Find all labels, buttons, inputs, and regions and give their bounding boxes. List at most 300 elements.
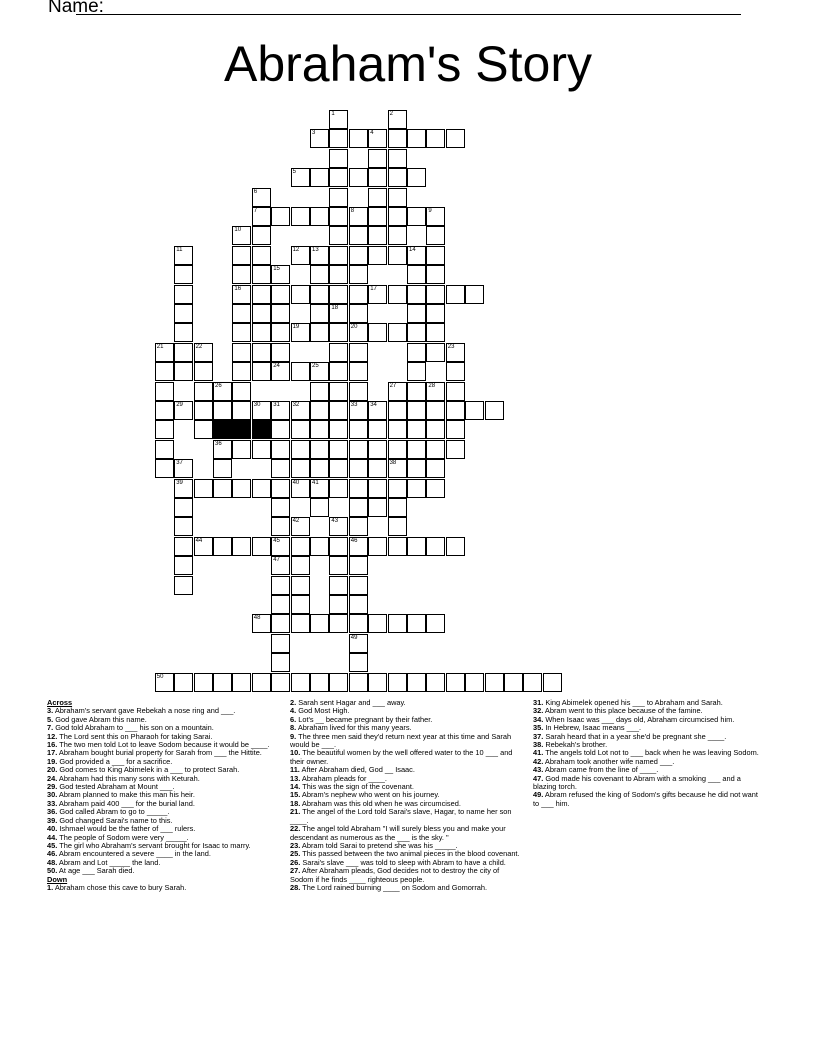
grid-cell[interactable] [349,362,368,381]
grid-cell[interactable] [349,653,368,672]
grid-cell[interactable] [388,420,407,439]
grid-cell[interactable] [388,110,407,129]
grid-cell[interactable] [368,479,387,498]
grid-cell[interactable] [329,129,348,148]
grid-cell[interactable] [271,634,290,653]
grid-cell[interactable] [174,246,193,265]
grid-cell[interactable] [329,149,348,168]
grid-cell[interactable] [407,382,426,401]
grid-cell[interactable] [349,207,368,226]
grid-cell[interactable] [349,246,368,265]
grid-cell[interactable] [407,362,426,381]
grid-cell[interactable] [329,323,348,342]
grid-cell[interactable] [329,614,348,633]
grid-cell[interactable] [426,265,445,284]
grid-cell[interactable] [271,479,290,498]
grid-cell[interactable] [368,207,387,226]
grid-cell[interactable] [174,576,193,595]
grid-cell[interactable] [368,168,387,187]
grid-cell[interactable] [523,673,542,692]
grid-cell[interactable] [329,459,348,478]
grid-cell[interactable] [310,420,329,439]
clue-number: 29 [176,402,183,408]
grid-cell[interactable] [271,653,290,672]
grid-cell[interactable] [349,323,368,342]
grid-cell[interactable] [310,207,329,226]
grid-cell[interactable] [291,362,310,381]
grid-cell[interactable] [388,673,407,692]
grid-cell[interactable] [232,226,251,245]
grid-cell[interactable] [329,246,348,265]
grid-cell[interactable] [310,168,329,187]
grid-cell[interactable] [271,576,290,595]
grid-cell[interactable] [388,246,407,265]
grid-cell[interactable] [407,401,426,420]
grid-cell[interactable] [388,149,407,168]
grid-cell[interactable] [310,537,329,556]
grid-cell[interactable] [426,129,445,148]
grid-cell[interactable] [174,498,193,517]
grid-cell[interactable] [194,479,213,498]
grid-cell[interactable] [388,537,407,556]
grid-cell[interactable] [232,343,251,362]
grid-cell[interactable] [252,226,271,245]
grid-cell[interactable] [349,517,368,536]
grid-cell[interactable] [368,246,387,265]
grid-cell[interactable] [368,401,387,420]
grid-cell[interactable] [368,614,387,633]
grid-cell[interactable] [349,556,368,575]
grid-cell[interactable] [407,129,426,148]
grid-cell[interactable] [310,129,329,148]
grid-cell[interactable] [407,343,426,362]
grid-cell[interactable] [329,576,348,595]
grid-cell[interactable] [310,285,329,304]
grid-cell[interactable] [368,149,387,168]
grid-cell[interactable] [349,285,368,304]
grid-cell[interactable] [349,343,368,362]
grid-cell[interactable] [407,265,426,284]
grid-cell[interactable] [349,401,368,420]
grid-cell[interactable] [271,265,290,284]
clue-number: 50 [156,673,164,680]
grid-cell[interactable] [252,323,271,342]
grid-cell[interactable] [329,382,348,401]
grid-cell[interactable] [329,517,348,536]
grid-cell[interactable] [388,517,407,536]
grid-cell[interactable] [271,517,290,536]
grid-cell[interactable] [407,440,426,459]
grid-cell[interactable] [426,459,445,478]
grid-cell[interactable] [271,323,290,342]
grid-cell[interactable] [368,673,387,692]
grid-cell[interactable] [407,479,426,498]
grid-cell[interactable] [426,304,445,323]
grid-cell[interactable] [271,614,290,633]
grid-cell[interactable] [349,537,368,556]
grid-cell[interactable] [291,420,310,439]
grid-cell[interactable] [349,440,368,459]
grid-cell[interactable] [329,207,348,226]
grid-cell[interactable] [232,537,251,556]
grid-cell[interactable] [291,401,310,420]
clue-number: 13 [312,246,319,253]
grid-cell[interactable] [174,459,193,478]
grid-cell[interactable] [271,207,290,226]
grid-cell[interactable] [213,479,232,498]
grid-cell[interactable] [329,362,348,381]
grid-cell[interactable] [310,479,329,498]
grid-cell[interactable] [349,382,368,401]
grid-cell[interactable] [388,479,407,498]
grid-cell[interactable] [155,362,174,381]
grid-cell[interactable] [291,556,310,575]
grid-cell[interactable] [213,459,232,478]
grid-cell[interactable] [388,498,407,517]
grid-cell[interactable] [271,673,290,692]
grid-cell[interactable] [291,285,310,304]
grid-cell[interactable] [252,343,271,362]
grid-cell[interactable] [446,537,465,556]
grid-cell[interactable] [232,673,251,692]
grid-cell[interactable] [329,595,348,614]
grid-cell[interactable] [310,440,329,459]
grid-cell[interactable] [291,168,310,187]
grid-cell[interactable] [232,246,251,265]
grid-cell[interactable] [349,479,368,498]
grid-cell[interactable] [232,440,251,459]
grid-cell[interactable] [271,537,290,556]
grid-cell[interactable] [446,362,465,381]
grid-cell[interactable] [310,304,329,323]
grid-cell[interactable] [426,382,445,401]
grid-cell[interactable] [407,537,426,556]
grid-cell[interactable] [407,420,426,439]
grid-cell[interactable] [446,382,465,401]
grid-cell[interactable] [388,459,407,478]
grid-cell[interactable] [174,479,193,498]
grid-cell[interactable] [349,673,368,692]
grid-cell[interactable] [194,537,213,556]
grid-cell[interactable] [349,226,368,245]
grid-cell[interactable] [252,614,271,633]
grid-cell[interactable] [271,440,290,459]
grid-cell[interactable] [349,498,368,517]
grid-cell[interactable] [349,634,368,653]
grid-cell[interactable] [349,614,368,633]
grid-cell[interactable] [407,285,426,304]
grid-cell[interactable] [465,673,484,692]
grid-cell[interactable] [213,673,232,692]
grid-cell[interactable] [252,265,271,284]
grid-cell[interactable] [252,537,271,556]
grid-cell[interactable] [485,673,504,692]
grid-cell[interactable] [310,614,329,633]
grid-cell[interactable] [329,265,348,284]
grid-cell[interactable] [426,401,445,420]
grid-cell[interactable] [349,265,368,284]
grid-cell[interactable] [174,517,193,536]
grid-cell[interactable] [407,168,426,187]
grid-cell[interactable] [291,246,310,265]
grid-cell[interactable] [446,673,465,692]
grid-cell[interactable] [368,285,387,304]
grid-cell[interactable] [349,304,368,323]
grid-cell[interactable] [155,343,174,362]
grid-cell[interactable] [252,401,271,420]
grid-cell[interactable] [213,382,232,401]
grid-cell[interactable] [388,226,407,245]
clue-num: 2. [290,698,297,707]
grid-cell[interactable] [252,304,271,323]
grid-cell[interactable] [368,129,387,148]
grid-cell[interactable] [271,343,290,362]
grid-cell[interactable] [232,479,251,498]
grid-cell[interactable] [271,401,290,420]
grid-cell[interactable] [426,246,445,265]
grid-cell[interactable] [174,304,193,323]
grid-cell[interactable] [388,129,407,148]
grid-cell[interactable] [310,265,329,284]
grid-cell[interactable] [271,595,290,614]
grid-cell[interactable] [426,420,445,439]
grid-cell[interactable] [291,517,310,536]
grid-cell[interactable] [349,420,368,439]
grid-cell[interactable] [174,556,193,575]
grid-cell[interactable] [174,265,193,284]
clue-number: 42 [292,518,300,525]
grid-cell[interactable] [194,362,213,381]
grid-cell[interactable] [291,323,310,342]
clue-text: The people of Sodom were very _____. [57,832,189,842]
grid-cell[interactable] [329,440,348,459]
grid-cell[interactable] [426,479,445,498]
clue-text: Abram came from the line of ____. [543,765,659,775]
grid-cell[interactable] [291,207,310,226]
grid-cell[interactable] [368,188,387,207]
grid-cell[interactable] [465,285,484,304]
grid-cell[interactable] [426,226,445,245]
grid-cell[interactable] [329,110,348,129]
grid-cell[interactable] [388,440,407,459]
grid-cell[interactable] [174,673,193,692]
grid-cell[interactable] [194,420,213,439]
grid-cell[interactable] [271,285,290,304]
clue-num: 44. [47,832,58,842]
clue-num: 16. [47,740,58,750]
grid-cell[interactable] [465,401,484,420]
grid-cell[interactable] [174,401,193,420]
grid-cell[interactable] [349,459,368,478]
clue-item [290,884,520,892]
grid-cell[interactable] [194,673,213,692]
grid-cell[interactable] [388,382,407,401]
grid-cell[interactable] [252,362,271,381]
grid-cell[interactable] [446,285,465,304]
grid-cell[interactable] [213,440,232,459]
grid-cell[interactable] [349,168,368,187]
grid-cell[interactable] [174,537,193,556]
grid-cell[interactable] [426,440,445,459]
grid-cell[interactable] [426,537,445,556]
grid-cell[interactable] [291,595,310,614]
grid-cell[interactable] [388,285,407,304]
grid-cell[interactable] [426,285,445,304]
grid-cell[interactable] [291,673,310,692]
clue-num: 41. [533,748,544,758]
clue-number: 1 [331,111,335,117]
grid-cell[interactable] [407,614,426,633]
clue-number: 28 [428,382,436,389]
clue-num: 50. [47,866,58,876]
grid-cell[interactable] [388,168,407,187]
grid-cell[interactable] [368,440,387,459]
grid-cell[interactable] [329,673,348,692]
clue-num: 13. [290,773,301,783]
clue-item [47,867,277,875]
clue-num: 19. [47,756,58,766]
grid-cell[interactable] [407,304,426,323]
grid-cell[interactable] [155,459,174,478]
clue-number: 32 [292,402,300,408]
grid-cell[interactable] [446,440,465,459]
grid-cell[interactable] [426,614,445,633]
grid-cell[interactable] [310,323,329,342]
grid-cell[interactable] [388,401,407,420]
grid-cell[interactable] [446,420,465,439]
grid-cell[interactable] [291,576,310,595]
grid-cell[interactable] [329,479,348,498]
grid-cell[interactable] [155,420,174,439]
grid-cell[interactable] [252,207,271,226]
grid-cell[interactable] [155,382,174,401]
grid-cell[interactable] [291,479,310,498]
grid-cell[interactable] [194,343,213,362]
grid-cell[interactable] [252,246,271,265]
grid-cell[interactable] [232,323,251,342]
black-square [252,420,271,439]
grid-cell[interactable] [329,188,348,207]
grid-cell[interactable] [291,537,310,556]
grid-cell[interactable] [174,343,193,362]
grid-cell[interactable] [407,673,426,692]
grid-cell[interactable] [194,382,213,401]
grid-cell[interactable] [194,401,213,420]
grid-cell[interactable] [329,420,348,439]
grid-cell[interactable] [310,382,329,401]
grid-cell[interactable] [155,401,174,420]
grid-cell[interactable] [271,459,290,478]
grid-cell[interactable] [252,285,271,304]
grid-cell[interactable] [329,304,348,323]
grid-cell[interactable] [407,207,426,226]
grid-cell[interactable] [271,420,290,439]
grid-cell[interactable] [426,323,445,342]
grid-cell[interactable] [407,459,426,478]
grid-cell[interactable] [213,537,232,556]
grid-cell[interactable] [368,420,387,439]
grid-cell[interactable] [485,401,504,420]
grid-cell[interactable] [310,246,329,265]
grid-cell[interactable] [252,673,271,692]
grid-cell[interactable] [174,362,193,381]
grid-cell[interactable] [329,226,348,245]
grid-cell[interactable] [232,362,251,381]
clue-num: 49. [533,790,544,800]
grid-cell[interactable] [232,382,251,401]
grid-cell[interactable] [232,285,251,304]
grid-cell[interactable] [174,323,193,342]
grid-cell[interactable] [349,129,368,148]
grid-cell[interactable] [329,401,348,420]
grid-cell[interactable] [329,168,348,187]
grid-cell[interactable] [368,459,387,478]
grid-cell[interactable] [446,401,465,420]
grid-cell[interactable] [329,285,348,304]
grid-cell[interactable] [232,401,251,420]
clue-num: 47. [533,773,544,783]
grid-cell[interactable] [310,673,329,692]
grid-cell[interactable] [446,129,465,148]
grid-cell[interactable] [426,343,445,362]
grid-cell[interactable] [310,459,329,478]
grid-cell[interactable] [232,265,251,284]
grid-cell[interactable] [310,401,329,420]
grid-cell[interactable] [310,362,329,381]
grid-cell[interactable] [368,498,387,517]
grid-cell[interactable] [388,323,407,342]
grid-cell[interactable] [446,343,465,362]
grid-cell[interactable] [407,246,426,265]
clue-number: 41 [312,479,319,486]
grid-cell[interactable] [388,207,407,226]
grid-cell[interactable] [407,323,426,342]
grid-cell[interactable] [174,285,193,304]
grid-cell[interactable] [291,459,310,478]
grid-cell[interactable] [291,614,310,633]
grid-cell[interactable] [271,362,290,381]
grid-cell[interactable] [388,188,407,207]
grid-cell[interactable] [252,188,271,207]
clue-item [290,825,520,842]
grid-cell[interactable] [329,556,348,575]
grid-cell[interactable] [504,673,523,692]
grid-cell[interactable] [349,595,368,614]
grid-cell[interactable] [310,498,329,517]
grid-cell[interactable] [349,576,368,595]
grid-cell[interactable] [291,440,310,459]
grid-cell[interactable] [368,323,387,342]
grid-cell[interactable] [426,207,445,226]
grid-cell[interactable] [271,556,290,575]
grid-cell[interactable] [388,614,407,633]
grid-cell[interactable] [271,304,290,323]
grid-cell[interactable] [368,226,387,245]
clue-number: 20 [350,324,358,331]
grid-cell[interactable] [271,498,290,517]
grid-cell[interactable] [252,479,271,498]
grid-cell[interactable] [329,537,348,556]
grid-cell[interactable] [232,304,251,323]
grid-cell[interactable] [155,673,174,692]
grid-cell[interactable] [426,673,445,692]
grid-cell[interactable] [368,537,387,556]
grid-cell[interactable] [252,440,271,459]
grid-cell[interactable] [543,673,562,692]
grid-cell[interactable] [213,401,232,420]
grid-cell[interactable] [155,440,174,459]
grid-cell[interactable] [329,343,348,362]
